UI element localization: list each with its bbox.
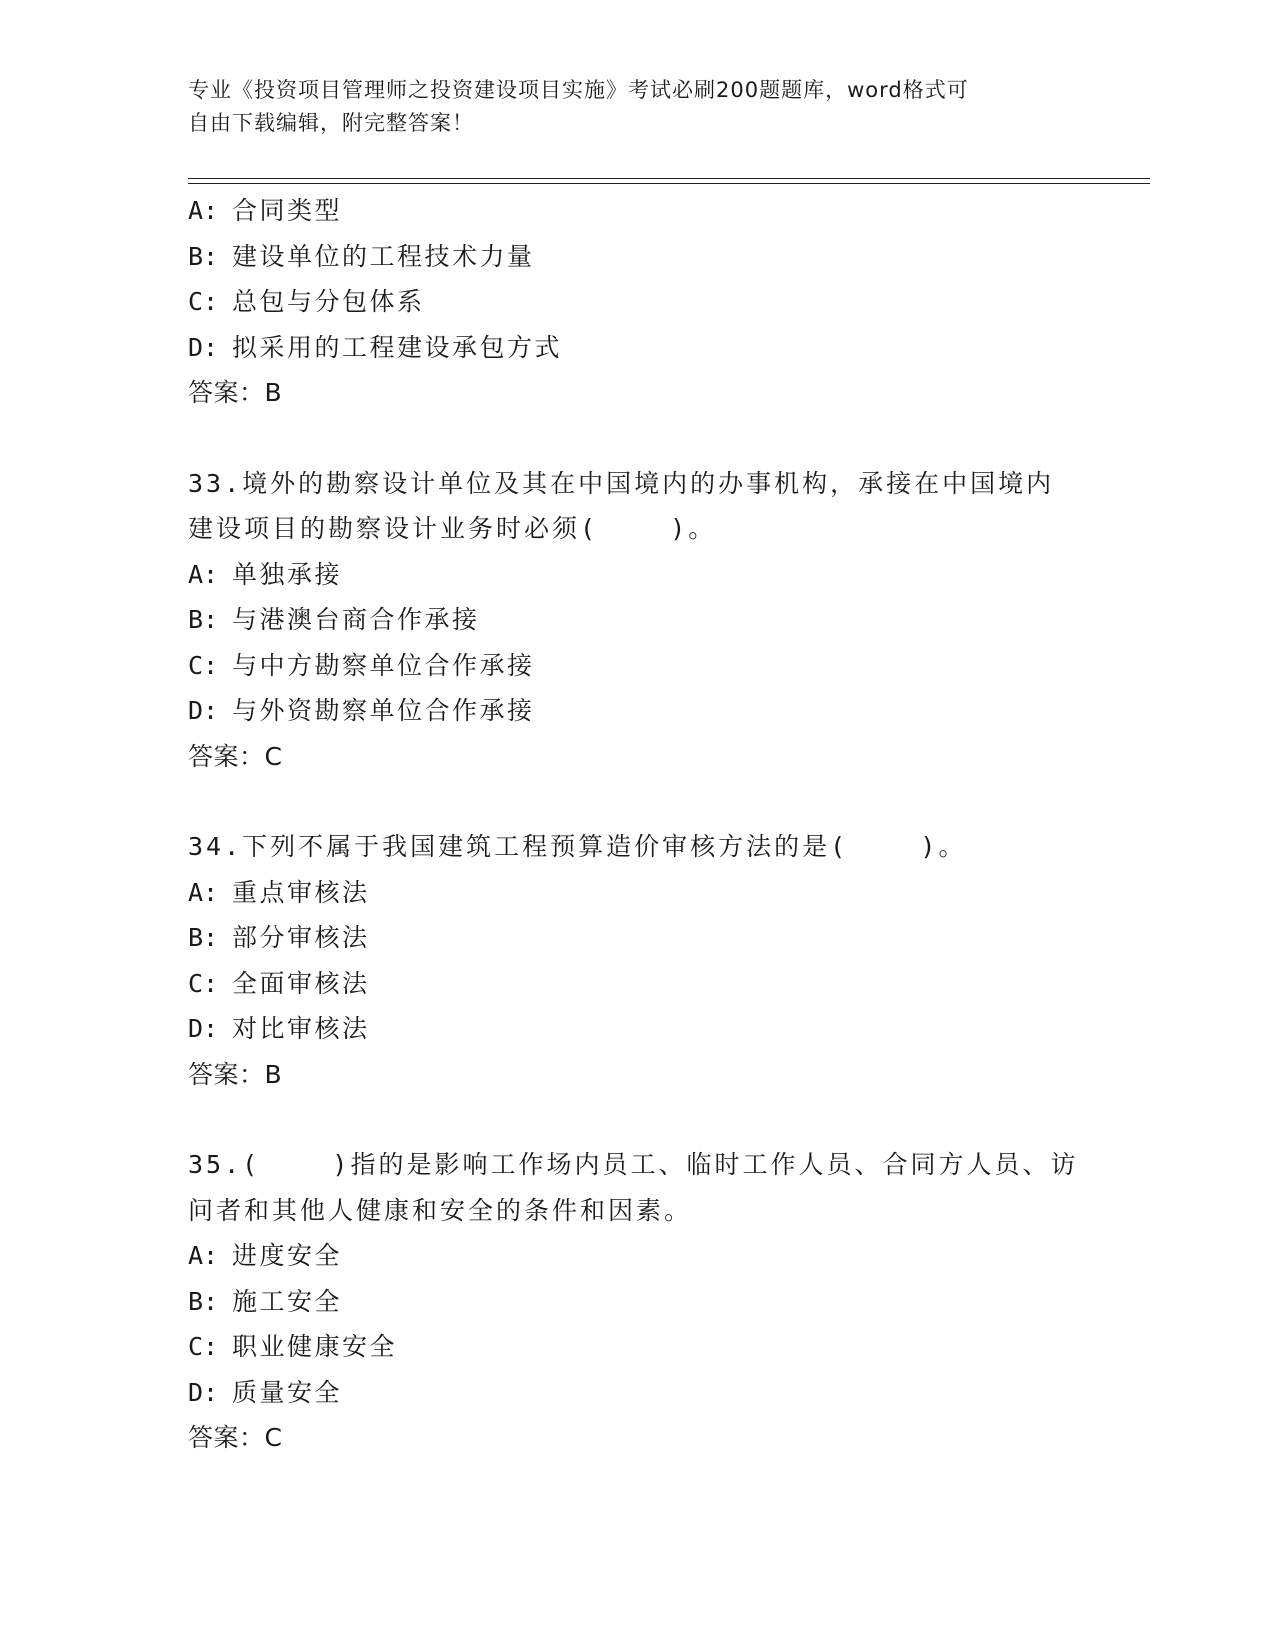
- answer: 答案：C: [188, 1423, 283, 1452]
- option-c: C: 总包与分包体系: [188, 287, 425, 316]
- option-b: B: 与港澳台商合作承接: [188, 605, 480, 634]
- question-stem: 34.下列不属于我国建筑工程预算造价审核方法的是( )。: [188, 832, 967, 861]
- question-stem: 33.境外的勘察设计单位及其在中国境内的办事机构，承接在中国境内: [188, 468, 1055, 498]
- header-divider-top: [188, 178, 1150, 179]
- question-34: [188, 824, 1088, 1097]
- header-line-2: 自由下载编辑，附完整答案！: [188, 111, 474, 135]
- document-header: [188, 74, 1068, 140]
- option-a: A: 重点审核法: [188, 877, 370, 907]
- option-a: A: 单独承接: [188, 559, 343, 589]
- question-35: [188, 1142, 1088, 1461]
- option-c: C: 职业健康安全: [188, 1332, 398, 1361]
- answer: 答案：C: [188, 741, 283, 771]
- question-stem: 35.( )指的是影响工作场内员工、临时工作人员、合同方人员、访: [188, 1150, 1079, 1179]
- question-content: [188, 188, 1088, 1461]
- question-stem: 建设项目的勘察设计业务时必须( )。: [188, 514, 717, 543]
- option-b: B: 施工安全: [188, 1286, 343, 1316]
- header-line-1: 专业《投资项目管理师之投资建设项目实施》考试必刷200题题库，word格式可: [188, 78, 969, 102]
- question-32: [188, 188, 1088, 416]
- option-d: D: 对比审核法: [188, 1014, 370, 1043]
- option-c: C: 全面审核法: [188, 968, 370, 998]
- question-stem: 问者和其他人健康和安全的条件和因素。: [188, 1195, 693, 1225]
- option-d: D: 与外资勘察单位合作承接: [188, 696, 535, 725]
- option-d: D: 质量安全: [188, 1377, 343, 1407]
- answer: 答案：B: [188, 378, 283, 407]
- question-33: [188, 461, 1088, 780]
- option-d: D: 拟采用的工程建设承包方式: [188, 332, 563, 362]
- option-b: B: 部分审核法: [188, 923, 370, 952]
- option-c: C: 与中方勘察单位合作承接: [188, 650, 535, 680]
- option-a: A: 进度安全: [188, 1241, 343, 1270]
- option-a: A: 合同类型: [188, 196, 343, 225]
- answer: 答案：B: [188, 1059, 283, 1089]
- option-b: B: 建设单位的工程技术力量: [188, 241, 535, 271]
- header-divider-bottom: [188, 183, 1150, 184]
